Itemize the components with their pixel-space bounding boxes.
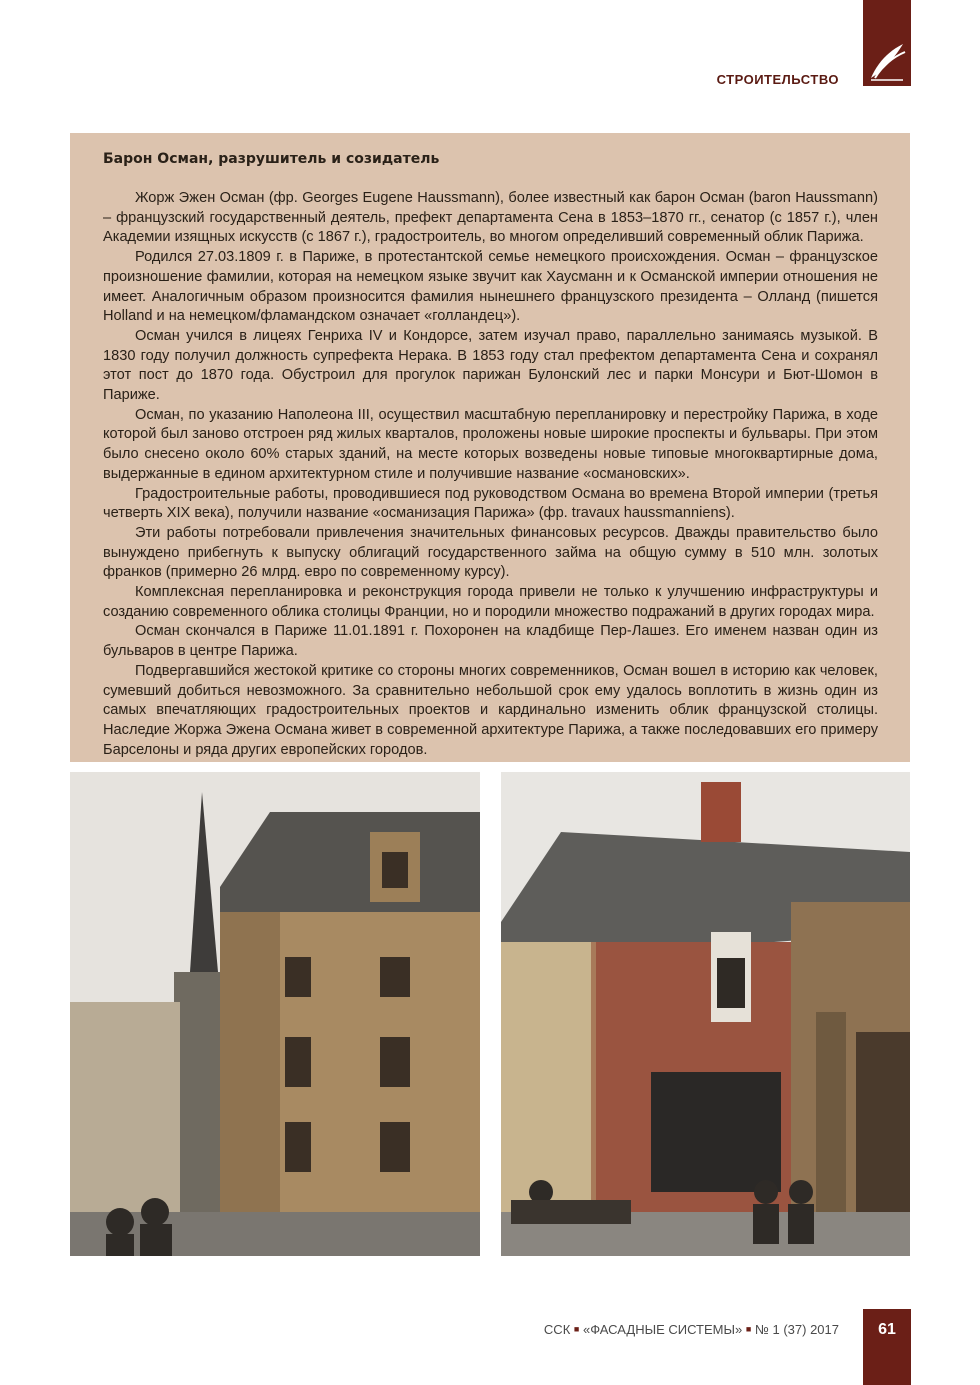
separator-icon: ■ — [573, 1324, 580, 1334]
biography-sidebar — [70, 133, 910, 762]
sidebar-title: Барон Осман, разрушитель и созидатель — [103, 151, 440, 167]
paragraph: Осман учился в лицеях Генриха IV и Кондорсе, затем изучал право, параллельно занимаясь музыкой. В 1830 году получил должность супрефекта Нерака. В 1853 году стал префектом департамента Сена и сохранял этот пост до 1870 года. Обустроил для прогулок парижан Булонский лес и парки Монсури и Бют-Шомон в Париже. — [103, 327, 878, 404]
paragraph: Жорж Эжен Осман (фр. Georges Eugene Haussmann), более известный как барон Осман (baron Haussmann) – французский государственный деятель, префект департамента Сена в 1853–1870 гг., сенатор (с 1857 г.), член Академии изящных искусств (с 1867 г.), градостроитель, во многом определивший современный облик Парижа. — [103, 190, 878, 246]
page-number: 61 — [878, 1321, 896, 1338]
paragraph: Подвергавшийся жестокой критике со стороны многих современников, Осман вошел в историю как человек, сумевший добиться невозможного. За сравнительно небольшой срок ему удалось воплотить в жизнь один из самых впечатляющих градостроительных проектов и кардинально изменить облик французской столицы. Наследие Жоржа Эжена Османа живет в современной архитектуре Парижа, а также последовавших его примеру Барселоны и ряда других европейских городов. — [103, 662, 878, 758]
paragraph: Эти работы потребовали привлечения значительных финансовых ресурсов. Дважды правительство было вынуждено прибегнуть к выпуску облигаций государственного займа на общую сумму в 510 млн. золотых франков (примерно 26 млрд. евро по современному курсу). — [103, 524, 878, 581]
footer-credits — [544, 1322, 839, 1337]
separator-icon: ■ — [745, 1324, 752, 1334]
sidebar-body — [103, 189, 878, 760]
page-number-tab — [863, 1309, 911, 1385]
paragraph: Родился 27.03.1809 г. в Париже, в протестантской семье немецкого происхождения. Осман – французское произношение фамилии, которая на немецком языке звучит как Хаусманн и к Османской империи отношения не имеет. Аналогичным образом произносится фамилия нынешнего французского президента – Олланд (пишется Holland и на немецком/фламандском означает «голландец»). — [103, 249, 878, 325]
quill-pen-icon — [863, 38, 911, 86]
header-tab — [863, 0, 911, 86]
section-label: СТРОИТЕЛЬСТВО — [716, 72, 839, 87]
photo-haussmann-building-left — [70, 772, 480, 1256]
paragraph: Комплексная перепланировка и реконструкция города привели не только к улучшению инфраструктуры и созданию современного облика столицы Франции, но и породили множество подражаний в других городах мира. — [103, 584, 878, 620]
footer-issue: № 1 (37) 2017 — [754, 1322, 839, 1337]
photo-haussmann-building-right — [501, 772, 910, 1256]
paragraph: Градостроительные работы, проводившиеся под руководством Османа во времена Второй империи (третья четверть XIX века), получили название «османизация Парижа» (фр. travaux haussmanniens). — [103, 485, 878, 522]
paragraph: Осман скончался в Париже 11.01.1891 г. Похоронен на кладбище Пер-Лашез. Его именем назван один из бульваров в центре Парижа. — [103, 623, 878, 660]
footer-magazine: «ФАСАДНЫЕ СИСТЕМЫ» — [582, 1322, 743, 1337]
footer-publisher: ССК — [543, 1322, 571, 1337]
paragraph: Осман, по указанию Наполеона III, осуществил масштабную перепланировку и перестройку Парижа, в ходе которой был заново отстроен ряд жилых кварталов, проложены новые широкие проспекты и бульвары. При этом было снесено около 60% старых зданий, на месте которых возведены новые типовые многоквартирные дома, выдержанные в едином архитектурном стиле и получившие название «османовских». — [103, 406, 878, 482]
